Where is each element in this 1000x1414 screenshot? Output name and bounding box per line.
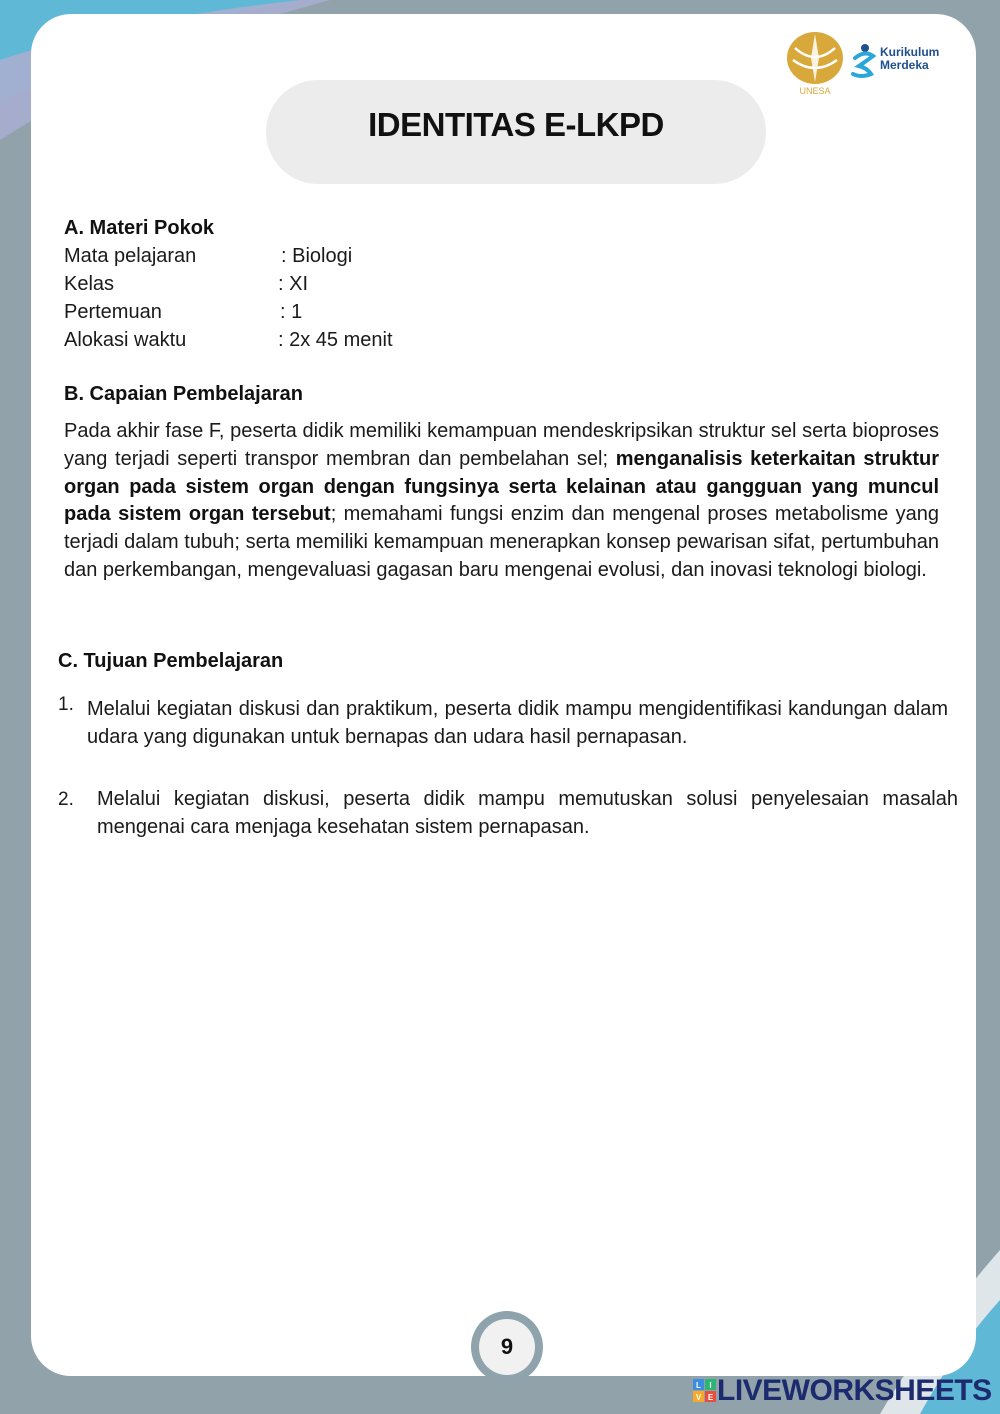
kurikulum-line1: Kurikulum bbox=[880, 45, 940, 59]
tujuan-item-2: Melalui kegiatan diskusi, peserta didik mampu memutuskan solusi penyelesaian masalah mengenai cara menjaga kesehatan sistem pernapasan. bbox=[97, 788, 958, 838]
watermark-text: LIVEWORKSHEETS bbox=[717, 1374, 992, 1407]
row-label-pertemuan: Pertemuan bbox=[64, 301, 162, 323]
row-label-alokasi-waktu: Alokasi waktu bbox=[64, 329, 187, 351]
section-a-heading: A. Materi Pokok bbox=[64, 217, 215, 239]
kurikulum-merdeka-icon bbox=[853, 44, 873, 76]
svg-text:V: V bbox=[695, 1393, 702, 1402]
row-value-alokasi-waktu: : 2x 45 menit bbox=[278, 329, 393, 351]
row-value-kelas: : XI bbox=[278, 273, 309, 295]
row-value-mata-pelajaran: : Biologi bbox=[281, 245, 353, 267]
unesa-label: UNESA bbox=[799, 86, 831, 96]
section-b-heading: B. Capaian Pembelajaran bbox=[64, 383, 303, 405]
svg-text:E: E bbox=[707, 1393, 714, 1402]
row-label-mata-pelajaran: Mata pelajaran bbox=[64, 245, 197, 267]
liveworksheets-icon bbox=[693, 1379, 717, 1403]
svg-text:L: L bbox=[696, 1381, 701, 1390]
liveworksheets-watermark[interactable] bbox=[693, 1373, 992, 1409]
row-value-pertemuan: : 1 bbox=[280, 301, 303, 323]
row-label-kelas: Kelas bbox=[64, 273, 115, 295]
tujuan-number-1: 1. bbox=[58, 694, 74, 715]
page-number-badge bbox=[471, 1311, 543, 1383]
section-c-heading: C. Tujuan Pembelajaran bbox=[58, 650, 284, 672]
page-title: IDENTITAS E-LKPD bbox=[368, 106, 664, 143]
capaian-text-bold: menganalisis keterkaitan struktur organ pada sistem organ dengan fungsinya serta kelainan atau gangguan yang muncul pada sistem organ tersebut bbox=[64, 447, 939, 526]
svg-text:I: I bbox=[709, 1381, 712, 1390]
tujuan-item-1: Melalui kegiatan diskusi dan praktikum, peserta didik mampu mengidentifikasi kandungan dalam udara yang digunakan untuk bernapas dan udara hasil pernapasan. bbox=[87, 698, 948, 748]
capaian-paragraph bbox=[64, 418, 939, 585]
page-number: 9 bbox=[479, 1319, 535, 1375]
kurikulum-merdeka-text bbox=[880, 46, 939, 72]
tujuan-number-2: 2. bbox=[58, 789, 74, 810]
capaian-text-part1: Pada akhir fase F, peserta didik memiliki kemampuan mendeskripsikan struktur sel serta bioproses yang terjadi seperti transpor membran dan pembelahan sel; bbox=[64, 420, 939, 470]
capaian-text-part2: ; memahami fungsi enzim dan mengenal proses metabolisme yang terjadi dalam tubuh; serta memiliki kemampuan menerapkan konsep pewarisan sifat, pertumbuhan dan perkembangan, mengevaluasi gagasan baru mengenai evolusi, dan inovasi teknologi biologi. bbox=[64, 503, 939, 581]
unesa-logo-icon bbox=[787, 32, 843, 96]
kurikulum-line2: Merdeka bbox=[880, 58, 929, 72]
